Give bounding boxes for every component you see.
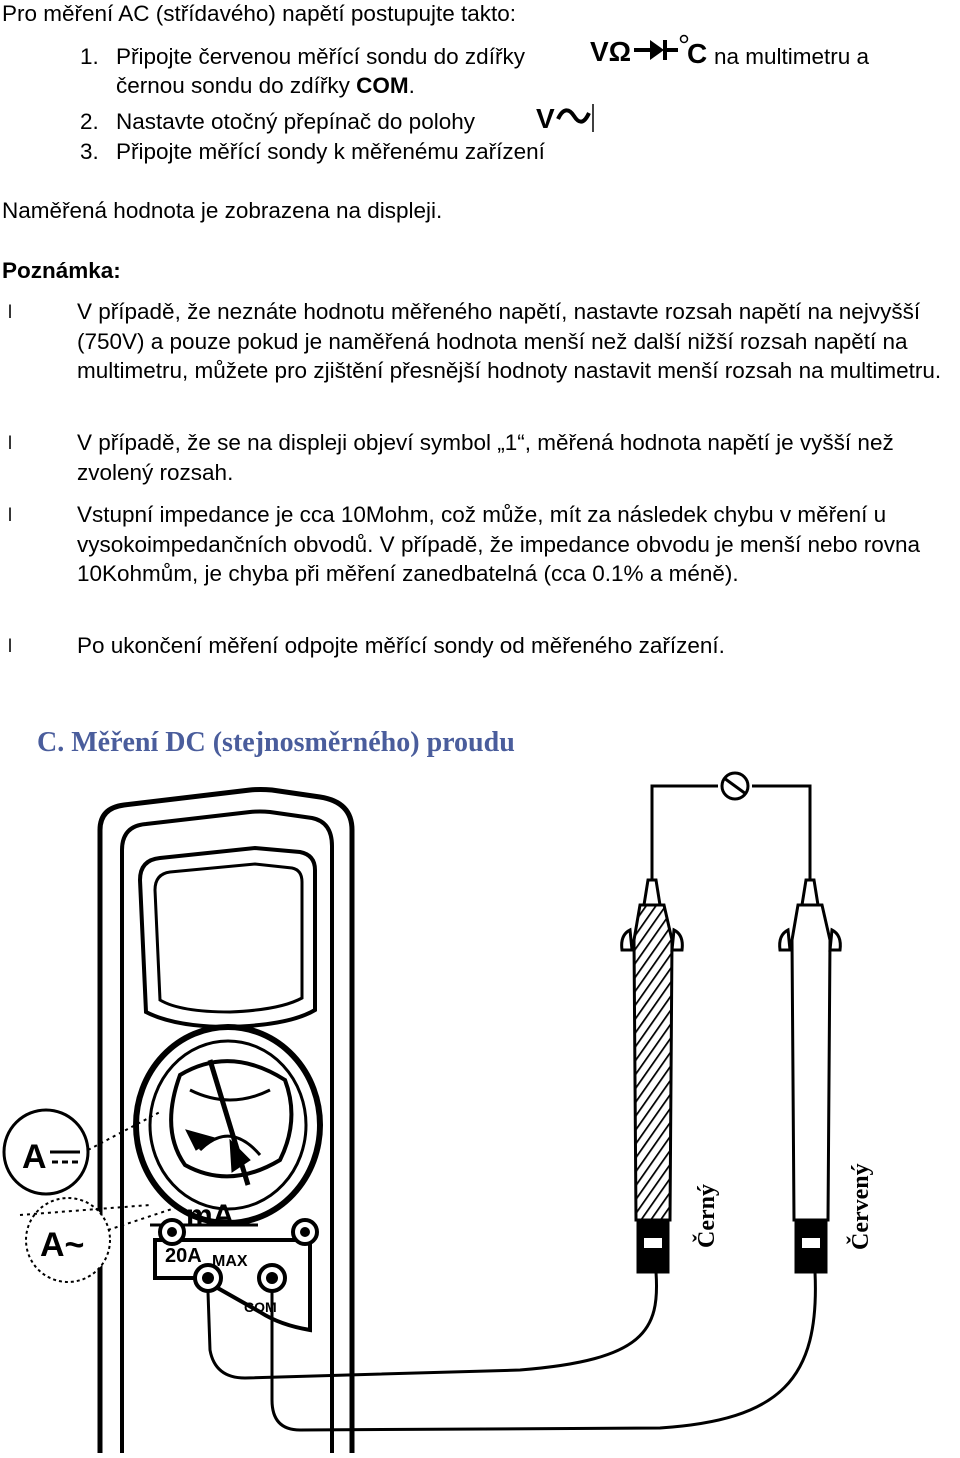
step-3-text: Připojte měřící sondy k měřenému zařízení [116,139,545,164]
svg-text:C: C [687,38,708,68]
multimeter-illustration [0,770,960,1453]
intro-text: Pro měření AC (střídavého) napětí postupujte takto: [2,1,517,26]
probe-red-label: Červený [848,1163,874,1250]
bullet-1: l [8,302,12,322]
jack-symbol-text: VΩ [590,36,632,67]
note-2: V případě, že se na displeji objeví symbol „1“, měřená hodnota napětí je vyšší než zvolený rozsah. [77,430,894,485]
port-max-label: MAX [212,1253,248,1270]
ac-voltage-icon [536,100,596,139]
probe-black-label: Černý [694,1184,720,1248]
step-1-text: Připojte červenou měřící sondu do zdířky [116,44,525,69]
probe-black [622,880,683,1272]
port-20a-label: 20A [165,1245,202,1267]
step-2-number: 2. [80,109,99,134]
bullet-4: l [8,636,12,656]
multimeter-figure [0,770,960,1453]
com-label: COM [356,73,409,98]
port-ma-label: mA [186,1199,235,1232]
bullet-3: l [8,505,12,525]
note-3: Vstupní impedance je cca 10Mohm, což může, mít za následek chybu v měření u vysokoimpedančních obvodů. V případě, že impedance obvodu je menší nebo rovna 10Kohmům, je chyba při měření zanedbatelná (cca 0.1% a méně). [77,502,921,586]
jack-symbol-icon [590,32,715,73]
a-dc-label: A [22,1138,47,1176]
a-ac-label: A~ [40,1226,85,1264]
bullet-2: l [8,433,12,453]
step-1-text-line2: černou sondu do zdířky COM. [116,73,415,98]
step-1-number: 1. [80,44,99,69]
note-1: V případě, že neznáte hodnotu měřeného napětí, nastavte rozsah napětí na nejvyšší (750V) a pouze pokud je naměřená hodnota menší než další nižší rozsah napětí na multimetru, můžete pro zjištění přesnější hodnoty nastavit menší rozsah na multimetru. [77,299,942,383]
step-1-text-cont: na multimetru a [714,44,870,69]
step-2-text: Nastavte otočný přepínač do polohy [116,109,475,134]
section-heading: C. Měření DC (stejnosměrného) proudu [37,727,515,758]
note-4: Po ukončení měření odpojte měřící sondy od měřeného zařízení. [77,633,725,658]
note-title: Poznámka: [2,258,121,283]
probe-red [780,880,841,1272]
svg-text:V: V [536,103,555,134]
rotary-selector [136,1027,320,1223]
a-ac-callout [20,1198,175,1282]
port-com-label: COM [244,1299,277,1315]
step-3-number: 3. [80,139,99,164]
result-text: Naměřená hodnota je zobrazena na displeji. [2,198,443,223]
